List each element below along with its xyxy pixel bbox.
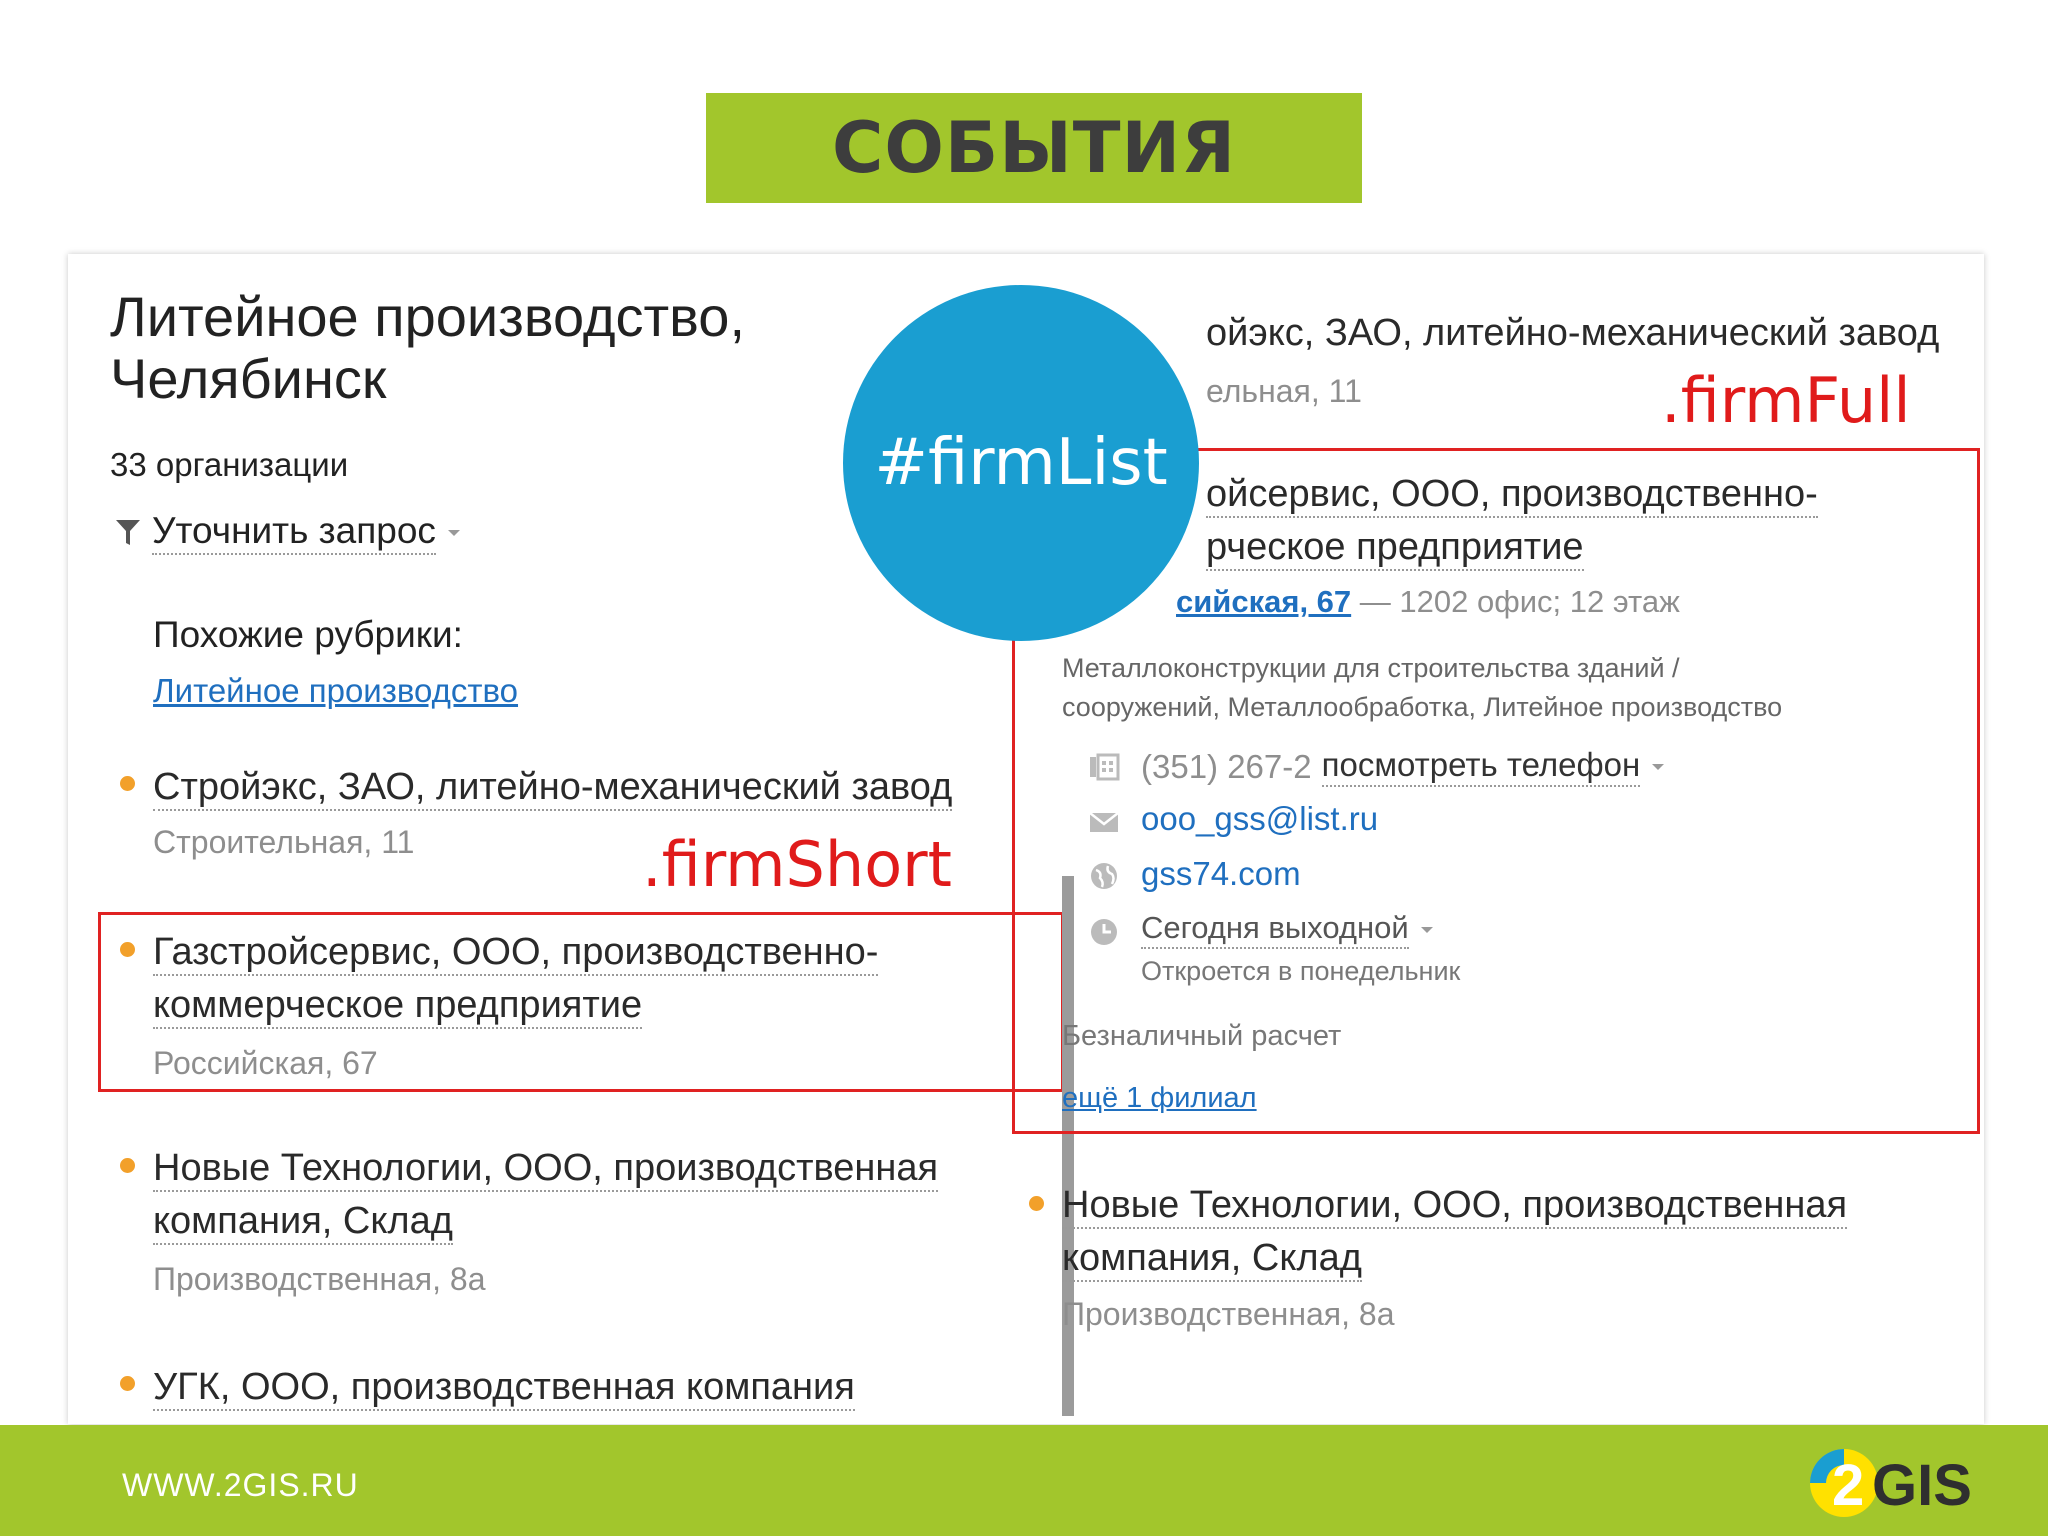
similar-rubrics-label: Похожие рубрики:	[153, 614, 463, 655]
firm-name-link[interactable]: Газстройсервис, ООО, производственно- коммерческое предприятие	[153, 926, 878, 1032]
chevron-down-icon	[1419, 925, 1435, 935]
firm-address: ельная, 11	[1206, 373, 1362, 409]
page-title: Литейное производство, Челябинск	[110, 285, 746, 410]
email-icon	[1088, 806, 1120, 838]
filter-icon	[114, 517, 142, 549]
firm-address: Производственная, 8а	[1062, 1296, 1395, 1332]
refine-query-button[interactable]	[114, 510, 462, 555]
firm-full-address	[1176, 584, 1680, 620]
firm-list-badge	[843, 285, 1199, 641]
slide-title: СОБЫТИЯ	[832, 107, 1236, 189]
firm-name-link[interactable]: Новые Технологии, ООО, производственная компания, Склад	[1062, 1179, 1847, 1285]
firm-full-tag: .firmFull	[1661, 364, 1911, 437]
website-link[interactable]: gss74.com	[1141, 855, 1301, 892]
firm-bullet	[120, 1376, 135, 1391]
firm-bullet	[120, 942, 135, 957]
svg-text:2: 2	[1832, 1453, 1865, 1518]
hours-status: Сегодня выходной	[1141, 910, 1409, 949]
firm-name-link[interactable]: Новые Технологии, ООО, производственная компания, Склад	[153, 1142, 938, 1248]
firm-list-label: #firmList	[874, 426, 1168, 500]
firm-bullet	[1029, 1196, 1044, 1211]
firm-name-link[interactable]: УГК, ООО, производственная компания	[153, 1361, 855, 1414]
firm-address: Российская, 67	[153, 1045, 378, 1081]
logo-2gis	[1806, 1443, 1986, 1523]
footer-url: WWW.2GIS.RU	[122, 1467, 359, 1503]
show-phone-button[interactable]: посмотреть телефон	[1322, 746, 1641, 787]
payment-info: Безналичный расчет	[1062, 1020, 1342, 1052]
firm-short-tag: .firmShort	[642, 828, 952, 901]
firm-bullet	[120, 1158, 135, 1173]
org-count: 33 организации	[110, 446, 349, 483]
hours-toggle[interactable]	[1141, 910, 1435, 949]
clock-icon	[1088, 916, 1120, 948]
chevron-down-icon	[1650, 762, 1666, 772]
address-details: — 1202 офис; 12 этаж	[1359, 584, 1680, 619]
svg-text:GIS: GIS	[1872, 1453, 1972, 1518]
phone-icon	[1088, 751, 1120, 783]
globe-icon	[1088, 860, 1120, 892]
phone-row	[1141, 746, 1666, 787]
firm-name-link[interactable]: Стройэкс, ЗАО, литейно-механический завод	[153, 761, 952, 814]
firm-address: Производственная, 8а	[153, 1261, 486, 1297]
footer-bar	[0, 1425, 2048, 1536]
firm-bullet	[120, 776, 135, 791]
firm-rubrics: Металлоконструкции для строительства зданий / сооружений, Металлообработка, Литейное производство	[1062, 653, 1783, 722]
firm-name-link[interactable]: ойсервис, ООО, производственно- рческое предприятие	[1206, 468, 1818, 574]
slide-title-banner	[706, 93, 1362, 203]
more-branches-link[interactable]: ещё 1 филиал	[1062, 1082, 1257, 1114]
firm-address: Строительная, 11	[153, 824, 415, 860]
address-link[interactable]: сийская, 67	[1176, 584, 1352, 619]
phone-partial: (351) 267-2	[1141, 747, 1312, 785]
hours-next-open: Откроется в понедельник	[1141, 956, 1461, 986]
email-link[interactable]: ooo_gss@list.ru	[1141, 800, 1379, 837]
firm-name-link[interactable]: ойэкс, ЗАО, литейно-механический завод	[1206, 312, 1940, 354]
refine-query-label: Уточнить запрос	[152, 510, 436, 555]
similar-rubric-link[interactable]: Литейное производство	[153, 672, 519, 709]
chevron-down-icon	[446, 528, 462, 538]
